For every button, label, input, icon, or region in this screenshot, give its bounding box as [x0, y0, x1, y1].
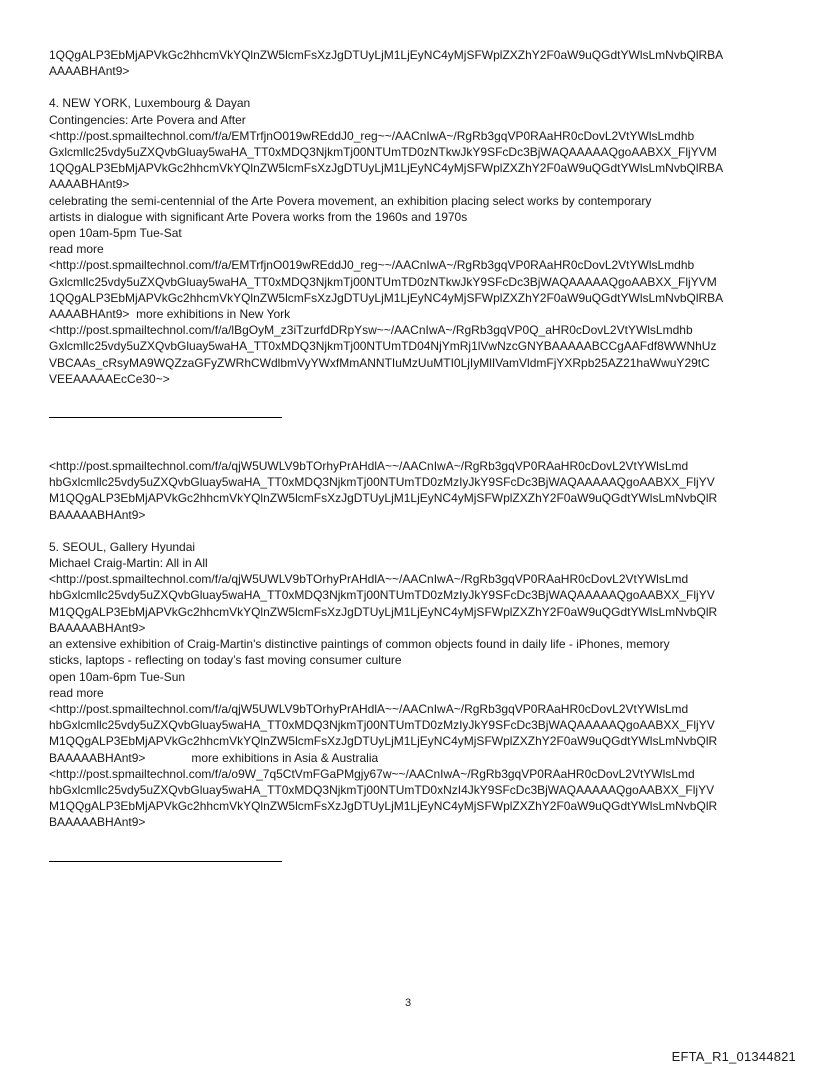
read-more-url[interactable]: [49, 701, 779, 766]
link-line[interactable]: 1QQgALP3EbMjAPVkGc2hhcmVkYQlnZW5lcmFsXzJgDTUyLjM1LjEyNC4yMjSFWplZXZhY2F0aW9uQGdtYWlsLmNvbQlRBA: [49, 290, 724, 305]
link-line[interactable]: <http://post.spmailtechnol.com/f/a/qjW5UWLV9bTOrhyPrAHdlA~~/AACnIwA~/RgRb3gqVP0RAaHR0cDovL2VtYWlsLmd: [49, 701, 689, 716]
link-line[interactable]: AAAABHAnt9>: [49, 177, 130, 192]
link-line[interactable]: hbGxlcmllc25vdy5uZXQvbGluay5waHA_TT0xMDQ3NjkmTj00NTUmTD0zMzIyJkY9SFcDc3BjWAQAAAAAQgoAABXX_FljYV: [49, 475, 715, 490]
more-exhibitions-link[interactable]: more exhibitions in New York: [136, 307, 291, 322]
link-line[interactable]: Gxlcmllc25vdy5uZXQvbGluay5waHA_TT0xMDQ3NjkmTj00NTUmTD04NjYmRj1lVwNzcGNYBAAAAABCCgAAFdf8WWNhUz: [49, 339, 717, 354]
exhibition-heading: 4. NEW YORK, Luxembourg & Dayan: [49, 96, 251, 111]
exhibition-new-york: [49, 95, 779, 387]
section-link[interactable]: [49, 458, 779, 523]
link-fragment[interactable]: [49, 47, 779, 79]
read-more-link[interactable]: read more: [49, 685, 104, 700]
link-line[interactable]: BAAAAABHAnt9>: [49, 815, 146, 830]
link-line[interactable]: M1QQgALP3EbMjAPVkGc2hhcmVkYQlnZW5lcmFsXzJgDTUyLjM1LjEyNC4yMjSFWplZXZhY2F0aW9uQGdtYWlsLmNvbQlR: [49, 799, 718, 814]
bates-number: EFTA_R1_01344821: [671, 1049, 796, 1064]
read-more-url[interactable]: [49, 257, 779, 322]
section-divider: [49, 417, 282, 418]
page-number: 3: [404, 997, 412, 1009]
link-line[interactable]: Gxlcmllc25vdy5uZXQvbGluay5waHA_TT0xMDQ3NjkmTj00NTUmTD0zNTkwJkY9SFcDc3BjWAQAAAAAQgoAABXX_FljYVM: [49, 145, 717, 160]
link-line-end[interactable]: [49, 750, 779, 766]
link-end[interactable]: BAAAAABHAnt9>: [49, 750, 146, 765]
more-exhibitions-url[interactable]: [49, 322, 779, 387]
read-more-link[interactable]: read more: [49, 242, 104, 257]
link-line[interactable]: Gxlcmllc25vdy5uZXQvbGluay5waHA_TT0xMDQ3NjkmTj00NTUmTD0zNTkwJkY9SFcDc3BjWAQAAAAAQgoAABXX_FljYVM: [49, 274, 717, 289]
exhibition-hours: open 10am-6pm Tue-Sun: [49, 669, 186, 684]
link-line[interactable]: <http://post.spmailtechnol.com/f/a/o9W_7q5CtVmFGaPMgjy67w~~/AACnIwA~/RgRb3gqVP0RAaHR0cDovL2VtYWlsLmd: [49, 766, 695, 781]
link-line[interactable]: 1QQgALP3EbMjAPVkGc2hhcmVkYQlnZW5lcmFsXzJgDTUyLjM1LjEyNC4yMjSFWplZXZhY2F0aW9uQGdtYWlsLmNvbQlRBA: [49, 161, 724, 176]
exhibition-description: sticks, laptops - reflecting on today’s fast moving consumer culture: [49, 653, 402, 668]
link-line[interactable]: 1QQgALP3EbMjAPVkGc2hhcmVkYQlnZW5lcmFsXzJgDTUyLjM1LjEyNC4yMjSFWplZXZhY2F0aW9uQGdtYWlsLmNvbQlRBA: [49, 48, 724, 62]
link-end[interactable]: AAAABHAnt9>: [49, 307, 130, 322]
link-line[interactable]: BAAAAABHAnt9>: [49, 620, 146, 635]
link-line[interactable]: M1QQgALP3EbMjAPVkGc2hhcmVkYQlnZW5lcmFsXzJgDTUyLjM1LjEyNC4yMjSFWplZXZhY2F0aW9uQGdtYWlsLmNvbQlR: [49, 734, 718, 749]
link-line[interactable]: <http://post.spmailtechnol.com/f/a/qjW5UWLV9bTOrhyPrAHdlA~~/AACnIwA~/RgRb3gqVP0RAaHR0cDovL2VtYWlsLmd: [49, 572, 689, 587]
more-exhibitions-url[interactable]: [49, 766, 779, 831]
exhibition-title: Michael Craig-Martin: All in All: [49, 556, 208, 571]
link-line[interactable]: VBCAAs_cRsyMA9WQZzaGFyZWRhCWdlbmVyYWxfMmANNTIuMzUuMTI0LjIyMlIVamVldmFjYXRpb25AZ21haWwuY29tC: [49, 355, 710, 370]
link-line[interactable]: <http://post.spmailtechnol.com/f/a/EMTrfjnO019wREddJ0_reg~~/AACnIwA~/RgRb3gqVP0RAaHR0cDovL2VtYWlsLmdhb: [49, 258, 695, 273]
page-content: [49, 47, 779, 862]
link-line[interactable]: M1QQgALP3EbMjAPVkGc2hhcmVkYQlnZW5lcmFsXzJgDTUyLjM1LjEyNC4yMjSFWplZXZhY2F0aW9uQGdtYWlsLmNvbQlR: [49, 491, 718, 506]
link-line[interactable]: <http://post.spmailtechnol.com/f/a/EMTrfjnO019wREddJ0_reg~~/AACnIwA~/RgRb3gqVP0RAaHR0cDovL2VtYWlsLmdhb: [49, 128, 695, 143]
link-line[interactable]: <http://post.spmailtechnol.com/f/a/qjW5UWLV9bTOrhyPrAHdlA~~/AACnIwA~/RgRb3gqVP0RAaHR0cDovL2VtYWlsLmd: [49, 459, 689, 474]
link-line[interactable]: BAAAAABHAnt9>: [49, 507, 146, 522]
exhibition-description: artists in dialogue with significant Arte Povera works from the 1960s and 1970s: [49, 209, 468, 224]
link-line[interactable]: hbGxlcmllc25vdy5uZXQvbGluay5waHA_TT0xMDQ3NjkmTj00NTUmTD0zMzIyJkY9SFcDc3BjWAQAAAAAQgoAABXX_FljYV: [49, 718, 715, 733]
link-line[interactable]: AAAABHAnt9>: [49, 64, 130, 79]
link-line[interactable]: VEEAAAAAEcCe30~>: [49, 371, 170, 386]
exhibition-link[interactable]: [49, 128, 779, 193]
exhibition-description: celebrating the semi-centennial of the Arte Povera movement, an exhibition placing select works by contemporary: [49, 193, 652, 208]
section-divider: [49, 861, 282, 862]
exhibition-hours: open 10am-5pm Tue-Sat: [49, 226, 182, 241]
link-line[interactable]: <http://post.spmailtechnol.com/f/a/lBgOyM_z3iTzurfdDRpYsw~~/AACnIwA~/RgRb3gqVP0Q_aHR0cDovL2VtYWlsLmdhb: [49, 323, 693, 338]
exhibition-link[interactable]: [49, 571, 779, 636]
more-exhibitions-link[interactable]: more exhibitions in Asia & Australia: [191, 750, 379, 765]
link-line-end[interactable]: [49, 306, 779, 322]
exhibition-title: Contingencies: Arte Povera and After: [49, 112, 246, 127]
link-line[interactable]: M1QQgALP3EbMjAPVkGc2hhcmVkYQlnZW5lcmFsXzJgDTUyLjM1LjEyNC4yMjSFWplZXZhY2F0aW9uQGdtYWlsLmNvbQlR: [49, 604, 718, 619]
exhibition-description: an extensive exhibition of Craig-Martin's distinctive paintings of common objects found in daily life - iPhones, memory: [49, 637, 670, 652]
exhibition-heading: 5. SEOUL, Gallery Hyundai: [49, 539, 196, 554]
link-line[interactable]: hbGxlcmllc25vdy5uZXQvbGluay5waHA_TT0xMDQ3NjkmTj00NTUmTD0xNzI4JkY9SFcDc3BjWAQAAAAAQgoAABXX_FljYV: [49, 782, 715, 797]
exhibition-seoul: [49, 539, 779, 831]
link-line[interactable]: hbGxlcmllc25vdy5uZXQvbGluay5waHA_TT0xMDQ3NjkmTj00NTUmTD0zMzIyJkY9SFcDc3BjWAQAAAAAQgoAABXX_FljYV: [49, 588, 715, 603]
